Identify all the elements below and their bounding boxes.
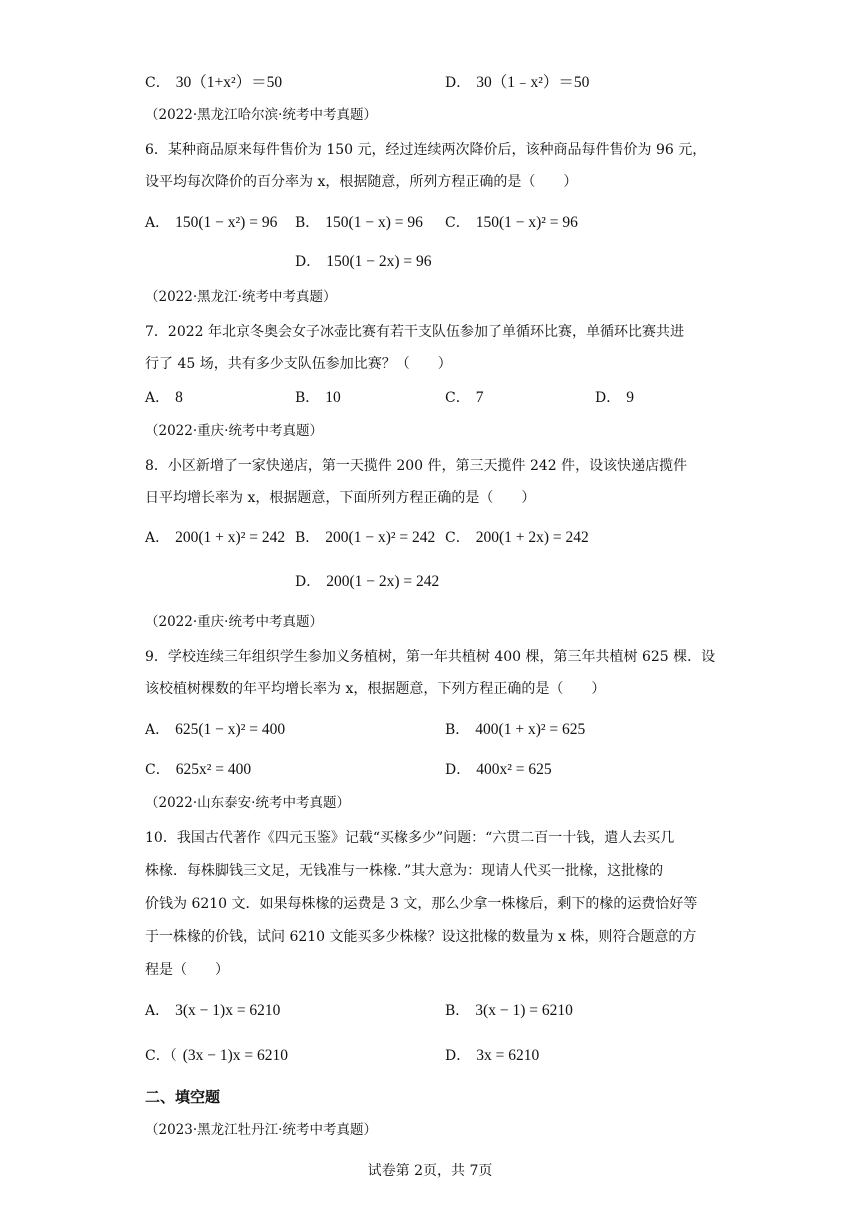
q9-stem-line2: 该校植树棵数的年平均增长率为 x，根据题意，下列方程正确的是（ ） [145, 681, 606, 697]
option-text: 400(1 + x)² = 625 [475, 721, 586, 738]
q9-option-b [445, 719, 585, 741]
option-text: 625x² = 400 [175, 761, 252, 778]
q9-option-d [445, 759, 552, 781]
q9-source: （2022·重庆·统考中考真题） [145, 614, 323, 630]
option-label: D． [595, 390, 621, 406]
option-label: B． [295, 215, 320, 231]
option-text: (3x − 1)x = 6210 [182, 1047, 289, 1064]
option-text: 30（1﹣x²）＝50 [476, 74, 590, 91]
q8-stem-line1: 8．小区新增了一家快递店，第一天揽件 200 件，第三天揽件 242 件，设该快递店揽件 [145, 458, 688, 474]
q10-option-c [145, 1045, 288, 1067]
q8-source: （2022·重庆·统考中考真题） [145, 423, 323, 439]
q7-stem-line1: 7．2022 年北京冬奥会女子冰壶比赛有若干支队伍参加了单循环比赛，单循环比赛共进 [145, 324, 684, 340]
option-label: C． [445, 530, 470, 546]
q8-stem-line2: 日平均增长率为 x，根据题意，下面所列方程正确的是（ ） [145, 490, 536, 506]
section2-source: （2023·黑龙江牡丹江·统考中考真题） [145, 1122, 377, 1138]
q6-stem-line1: 6．某种商品原来每件售价为 150 元，经过连续两次降价后，该种商品每件售价为 96 元， [145, 142, 707, 158]
option-text: 400x² = 625 [476, 761, 552, 778]
q7-option-d [595, 387, 634, 409]
option-text: 10 [325, 389, 341, 406]
q10-option-d [445, 1045, 539, 1067]
q5-option-d [445, 72, 589, 94]
option-text: 150(1 − x²) = 96 [175, 214, 278, 231]
option-text: 3(x − 1) = 6210 [475, 1002, 573, 1019]
q6-option-a [145, 212, 277, 234]
option-label: C． [145, 762, 170, 778]
option-label: B． [445, 722, 470, 738]
q8-option-b [295, 527, 435, 549]
option-label: C． [445, 390, 470, 406]
option-text: 3x = 6210 [476, 1047, 540, 1064]
option-text: 200(1 − x)² = 242 [325, 529, 436, 546]
option-label: D． [445, 762, 471, 778]
q6-option-c [445, 212, 578, 234]
option-text: 150(1 − 2x) = 96 [326, 253, 432, 270]
option-label: B． [295, 530, 320, 546]
q10-stem-line3: 价钱为 6210 文．如果每株椽的运费是 3 文，那么少拿一株椽后，剩下的椽的运费恰好等 [145, 896, 698, 912]
q6-option-b [295, 212, 423, 234]
q10-stem-line5: 程是（ ） [145, 962, 229, 978]
option-label: A． [145, 215, 170, 231]
q10-stem-line1: 10．我国古代著作《四元玉鉴》记载“买椽多少”问题：“六贯二百一十钱，遣人去买几 [145, 830, 675, 846]
q10-stem-line4: 于一株椽的价钱，试问 6210 文能买多少株椽？设这批椽的数量为 x 株，则符合题意的方 [145, 929, 697, 945]
option-label: A． [145, 722, 170, 738]
option-text: 30（1+x²）＝50 [175, 74, 283, 91]
q9-stem-line1: 9．学校连续三年组织学生参加义务植树，第一年共植树 400 棵，第三年共植树 625 棵．设 [145, 649, 716, 665]
option-label: D． [295, 254, 321, 270]
q7-source: （2022·黑龙江·统考中考真题） [145, 289, 337, 305]
q7-option-b [295, 387, 341, 409]
q10-option-a [145, 1000, 280, 1022]
option-label: A． [145, 1003, 170, 1019]
q7-option-c [445, 387, 483, 409]
q8-option-a [145, 527, 285, 549]
q9-option-a [145, 719, 285, 741]
section-heading: 二、填空题 [145, 1088, 221, 1106]
option-label: D． [295, 574, 321, 590]
option-label: C．（ [145, 1048, 177, 1064]
q8-option-c [445, 527, 589, 549]
q5-option-c [145, 72, 282, 94]
option-text: 625(1 − x)² = 400 [175, 721, 286, 738]
option-text: 150(1 − x)² = 96 [475, 214, 578, 231]
option-label: B． [445, 1003, 470, 1019]
option-label: A． [145, 390, 170, 406]
option-text: 200(1 − 2x) = 242 [326, 573, 440, 590]
option-text: 7 [475, 389, 484, 406]
option-label: B． [295, 390, 320, 406]
option-text: 200(1 + x)² = 242 [175, 529, 286, 546]
option-label: C． [445, 215, 470, 231]
option-label: D． [445, 75, 471, 91]
option-text: 3(x − 1)x = 6210 [175, 1002, 281, 1019]
q9-option-c [145, 759, 251, 781]
q10-option-b [445, 1000, 573, 1022]
q8-option-d [295, 571, 439, 593]
q10-stem-line2: 株椽．每株脚钱三文足，无钱准与一株椽．”其大意为：现请人代买一批椽，这批椽的 [145, 863, 664, 879]
q7-option-a [145, 387, 183, 409]
option-label: D． [445, 1048, 471, 1064]
q10-source: （2022·山东泰安·统考中考真题） [145, 795, 350, 811]
option-text: 150(1 − x) = 96 [325, 214, 423, 231]
page-footer: 试卷第 2页，共 7页 [367, 1163, 493, 1179]
option-label: A． [145, 530, 170, 546]
option-text: 8 [175, 389, 183, 406]
option-label: C． [145, 75, 170, 91]
option-text: 9 [626, 389, 634, 406]
q7-stem-line2: 行了 45 场，共有多少支队伍参加比赛？（ ） [145, 356, 452, 372]
q6-option-d [295, 251, 432, 273]
option-text: 200(1 + 2x) = 242 [475, 529, 589, 546]
q6-source: （2022·黑龙江哈尔滨·统考中考真题） [145, 107, 377, 123]
q6-stem-line2: 设平均每次降价的百分率为 x，根据随意，所列方程正确的是（ ） [145, 174, 578, 190]
